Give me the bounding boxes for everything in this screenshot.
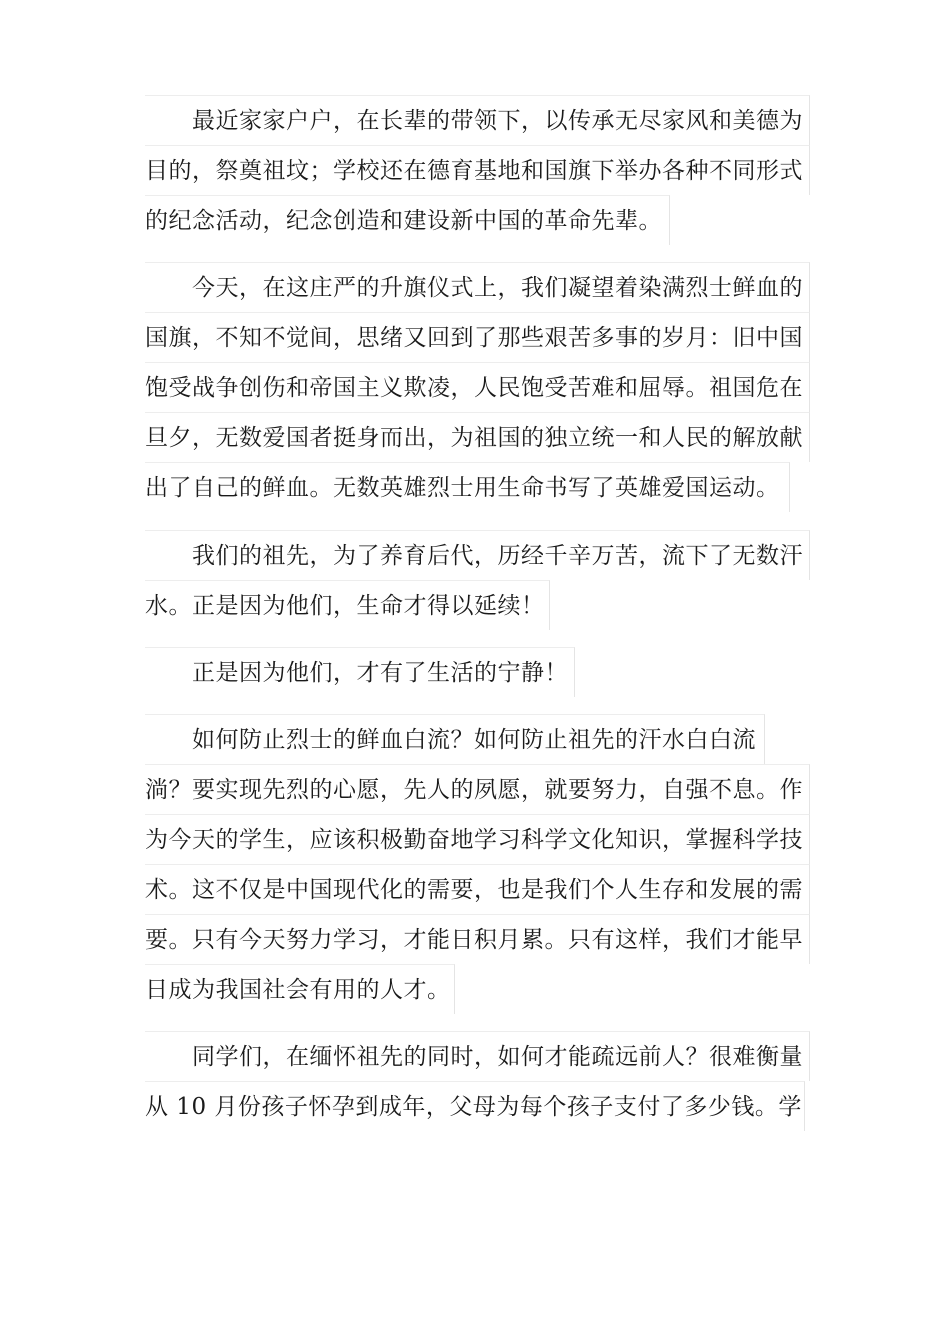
text-line: 从 10 月份孩子怀孕到成年，父母为每个孩子支付了多少钱。学 <box>145 1081 805 1131</box>
text-line: 正是因为他们，才有了生活的宁静！ <box>145 647 575 697</box>
text-line: 水。正是因为他们，生命才得以延续！ <box>145 580 550 630</box>
text-line: 最近家家户户，在长辈的带领下，以传承无尽家风和美德为 <box>145 95 810 145</box>
text-line: 目的，祭奠祖坟；学校还在德育基地和国旗下举办各种不同形式 <box>145 145 810 195</box>
text-line: 术。这不仅是中国现代化的需要，也是我们个人生存和发展的需 <box>145 864 810 914</box>
text-line: 的纪念活动，纪念创造和建设新中国的革命先辈。 <box>145 195 670 245</box>
text-line: 出了自己的鲜血。无数英雄烈士用生命书写了英雄爱国运动。 <box>145 462 790 512</box>
text-line: 日成为我国社会有用的人才。 <box>145 964 455 1014</box>
text-line: 同学们，在缅怀祖先的同时，如何才能疏远前人？很难衡量 <box>145 1031 810 1081</box>
text-line: 为今天的学生，应该积极勤奋地学习科学文化知识，掌握科学技 <box>145 814 810 864</box>
text-line: 要。只有今天努力学习，才能日积月累。只有这样，我们才能早 <box>145 914 810 964</box>
text-line: 淌？要实现先烈的心愿，先人的夙愿，就要努力，自强不息。作 <box>145 764 810 814</box>
text-line: 国旗，不知不觉间，思绪又回到了那些艰苦多事的岁月：旧中国 <box>145 312 810 362</box>
text-line: 旦夕，无数爱国者挺身而出，为祖国的独立统一和人民的解放献 <box>145 412 810 462</box>
text-line: 饱受战争创伤和帝国主义欺凌，人民饱受苦难和屈辱。祖国危在 <box>145 362 810 412</box>
text-line: 今天，在这庄严的升旗仪式上，我们凝望着染满烈士鲜血的 <box>145 262 810 312</box>
text-line: 我们的祖先，为了养育后代，历经千辛万苦，流下了无数汗 <box>145 530 810 580</box>
text-line: 如何防止烈士的鲜血白流？如何防止祖先的汗水白白流 <box>145 714 765 764</box>
